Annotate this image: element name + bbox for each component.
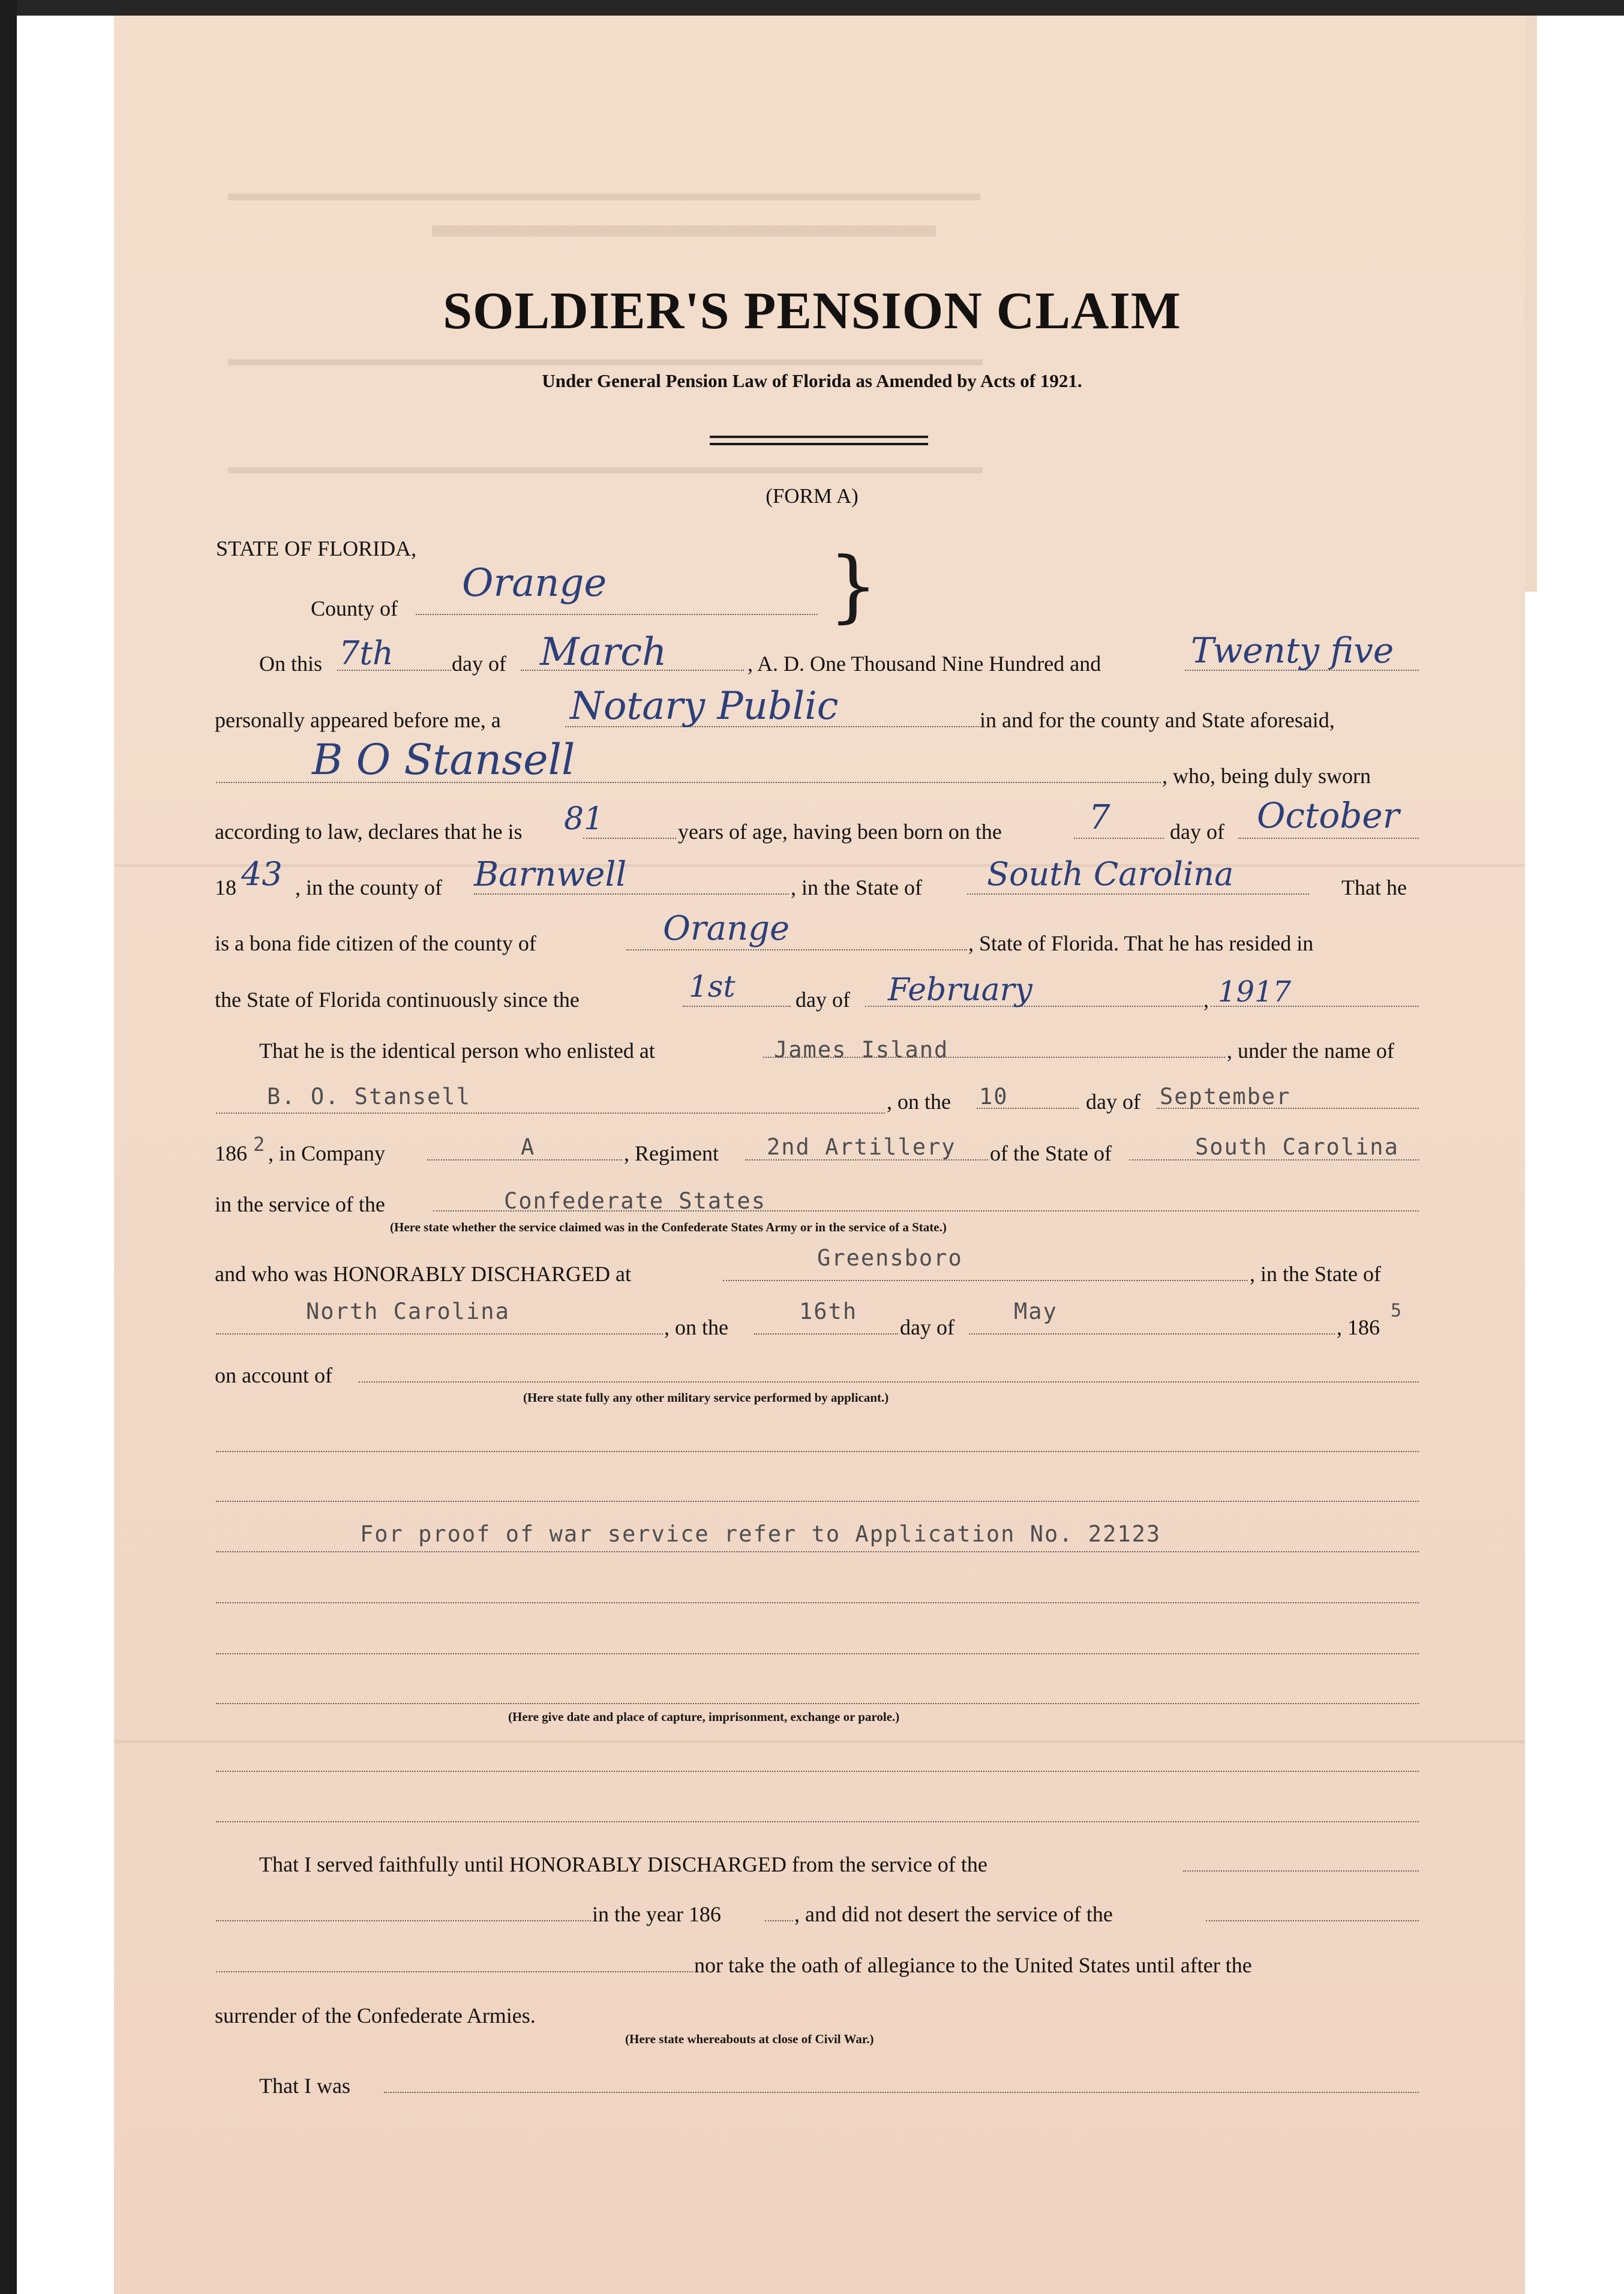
- county-entry: Orange: [462, 561, 607, 605]
- birth-year-entry: 43: [241, 855, 283, 893]
- discharged-year-label: , 186: [1337, 1315, 1380, 1339]
- proof-field-line: [216, 1551, 1419, 1552]
- discharged-state-label: , in the State of: [1250, 1262, 1381, 1286]
- whereabouts-note: (Here state whereabouts at close of Civil War.): [625, 2032, 874, 2046]
- enlisted-name-field-line: [216, 1112, 885, 1114]
- bleed-through-mark: ▬▬▬▬▬▬▬▬▬▬▬▬▬▬▬▬▬▬▬▬▬▬▬▬▬▬▬▬▬▬▬▬▬: [228, 181, 980, 206]
- blank-line: [216, 1501, 1419, 1502]
- title-rule: [710, 436, 928, 438]
- that-i-was-field-line: [384, 2092, 1419, 2093]
- regiment-entry: 2nd Artillery: [767, 1134, 956, 1160]
- company-label: , in Company: [268, 1141, 385, 1165]
- under-name-label: , under the name of: [1227, 1039, 1394, 1063]
- enlisted-day-of-label: day of: [1086, 1090, 1140, 1114]
- county-field-line: [416, 614, 818, 615]
- enlisted-at-entry: James Island: [774, 1037, 949, 1063]
- in-year-label: in the year 186: [592, 1902, 721, 1926]
- form-title: SOLDIER'S PENSION CLAIM: [443, 282, 1181, 340]
- discharged-at-entry: Greensboro: [817, 1245, 963, 1271]
- bleed-through-mark: ▬▬▬▬▬▬▬▬▬▬▬▬▬▬▬▬▬▬▬▬▬▬▬▬▬▬▬▬▬▬▬▬▬▬▬▬▬: [228, 456, 983, 478]
- enlisted-day-entry: 10: [979, 1084, 1008, 1109]
- day-entry: 7th: [339, 634, 394, 672]
- oath-field-line: [216, 1971, 693, 1972]
- birth-state-field-line: [967, 893, 1309, 895]
- resided-year-entry: 1917: [1218, 975, 1292, 1009]
- regiment-state-entry: South Carolina: [1195, 1134, 1399, 1160]
- county-label: County of: [311, 596, 398, 620]
- day-of-label: day of: [452, 652, 506, 676]
- birth-month-entry: October: [1257, 795, 1400, 836]
- discharged-state-field-line: [216, 1333, 663, 1335]
- blank-line: [216, 1771, 1419, 1772]
- ad-label: , A. D. One Thousand Nine Hundred and: [748, 652, 1101, 676]
- discharged-label: and who was HONORABLY DISCHARGED at: [215, 1262, 632, 1286]
- discharged-day-entry: 16th: [799, 1299, 858, 1324]
- discharged-day-of-label: day of: [900, 1315, 954, 1339]
- blank-line: [216, 1703, 1419, 1704]
- fold-line: [114, 864, 1525, 867]
- blank-line: [216, 1653, 1419, 1654]
- century-186-label: 186: [215, 1141, 247, 1165]
- bleed-through-mark: ▬▬▬▬▬▬▬▬▬▬▬▬▬▬: [432, 205, 936, 244]
- fold-line: [114, 1740, 1525, 1743]
- capture-note: (Here give date and place of capture, imprisonment, exchange or parole.): [508, 1710, 900, 1724]
- in-year-field-line: [765, 1920, 793, 1921]
- served-field-line-2: [216, 1920, 591, 1921]
- citizen-label: is a bona fide citizen of the county of: [215, 931, 536, 955]
- claimant-entry: B O Stansell: [312, 735, 575, 784]
- of-state-label: of the State of: [990, 1141, 1112, 1165]
- birth-county-entry: Barnwell: [474, 855, 627, 894]
- age-field-line: [583, 838, 676, 839]
- blank-line: [216, 1602, 1419, 1603]
- age-entry: 81: [564, 801, 604, 837]
- officer-entry: Notary Public: [570, 684, 839, 728]
- on-account-label: on account of: [215, 1363, 332, 1387]
- resided-month-entry: February: [888, 972, 1032, 1008]
- month-entry: March: [540, 630, 667, 674]
- declares-label: according to law, declares that he is: [215, 820, 523, 844]
- that-he-label: That he: [1341, 875, 1407, 899]
- served-field-line: [1183, 1870, 1419, 1872]
- birth-day-of-label: day of: [1170, 820, 1224, 844]
- discharged-day-field-line: [754, 1333, 898, 1335]
- blank-line: [216, 1821, 1419, 1822]
- year-words-entry: Twenty five: [1191, 630, 1394, 671]
- discharged-state-entry: North Carolina: [306, 1299, 510, 1324]
- on-the-label: , on the: [887, 1090, 951, 1114]
- birth-month-field-line: [1238, 838, 1419, 839]
- scanner-edge-left: [0, 0, 17, 2294]
- enlisted-month-entry: September: [1160, 1084, 1291, 1109]
- born-label: years of age, having been born on the: [678, 820, 1002, 844]
- on-account-field-line: [359, 1381, 1419, 1383]
- service-label: in the service of the: [215, 1192, 385, 1216]
- discharged-year-entry: 5: [1391, 1300, 1403, 1321]
- resided-day-of-label: day of: [796, 988, 850, 1012]
- birth-day-field-line: [1074, 838, 1164, 839]
- surrender-label: surrender of the Confederate Armies.: [215, 2004, 536, 2028]
- desert-field-line: [1206, 1920, 1419, 1921]
- service-note: (Here state whether the service claimed was in the Confederate States Army or in the service of a State.): [390, 1220, 947, 1234]
- enlisted-label: That he is the identical person who enlisted at: [259, 1039, 655, 1063]
- proof-note-entry: For proof of war service refer to Application No. 22123: [360, 1521, 1161, 1547]
- desert-label: , and did not desert the service of the: [794, 1902, 1113, 1926]
- birth-state-entry: South Carolina: [987, 855, 1234, 893]
- discharged-on-label: , on the: [664, 1315, 728, 1339]
- appeared-label: personally appeared before me, a: [215, 708, 501, 732]
- regiment-label: , Regiment: [624, 1141, 719, 1165]
- on-this-label: On this: [259, 652, 323, 676]
- scanner-edge-top: [0, 0, 1624, 16]
- resided-label: , State of Florida. That he has resided in: [968, 931, 1314, 955]
- sworn-label: , who, being duly sworn: [1162, 764, 1371, 788]
- enlisted-name-entry: B. O. Stansell: [267, 1084, 471, 1109]
- title-rule: [710, 443, 928, 445]
- discharged-month-field-line: [969, 1333, 1335, 1335]
- service-entry: Confederate States: [504, 1188, 766, 1214]
- state-label: STATE OF FLORIDA,: [216, 536, 417, 560]
- bracket-brace: }: [828, 540, 878, 631]
- form-label: (FORM A): [766, 484, 858, 508]
- birth-state-label: , in the State of: [791, 875, 922, 899]
- bleed-through-mark: ▬▬▬▬▬▬▬▬▬▬▬▬▬▬▬▬▬▬▬▬▬▬▬▬▬▬▬▬▬▬▬▬▬▬▬▬▬: [228, 348, 983, 370]
- blank-line: [216, 1451, 1419, 1452]
- discharged-at-field-line: [723, 1280, 1248, 1281]
- citizen-county-field-line: [626, 949, 967, 950]
- military-service-note: (Here state fully any other military service performed by applicant.): [523, 1390, 889, 1405]
- birth-day-entry: 7: [1089, 798, 1110, 837]
- resided-day-field-line: [683, 1006, 791, 1007]
- resided-day-entry: 1st: [689, 969, 736, 1004]
- comma: ,: [1203, 988, 1209, 1012]
- served-label: That I served faithfully until HONORABLY DISCHARGED from the service of the: [259, 1852, 987, 1876]
- form-subtitle: Under General Pension Law of Florida as Amended by Acts of 1921.: [542, 370, 1082, 391]
- discharged-month-entry: May: [1014, 1299, 1058, 1324]
- birth-county-label: , in the county of: [295, 875, 442, 899]
- oath-label: nor take the oath of allegiance to the United States until after the: [694, 1953, 1252, 1977]
- that-i-was-label: That I was: [259, 2074, 350, 2098]
- enlisted-year-entry: 2: [253, 1133, 266, 1156]
- century-18-label: 18: [215, 875, 236, 899]
- county-state-label: in and for the county and State aforesaid,: [980, 708, 1335, 732]
- company-entry: A: [521, 1134, 536, 1160]
- citizen-county-entry: Orange: [663, 909, 790, 948]
- continuously-label: the State of Florida continuously since the: [215, 988, 580, 1012]
